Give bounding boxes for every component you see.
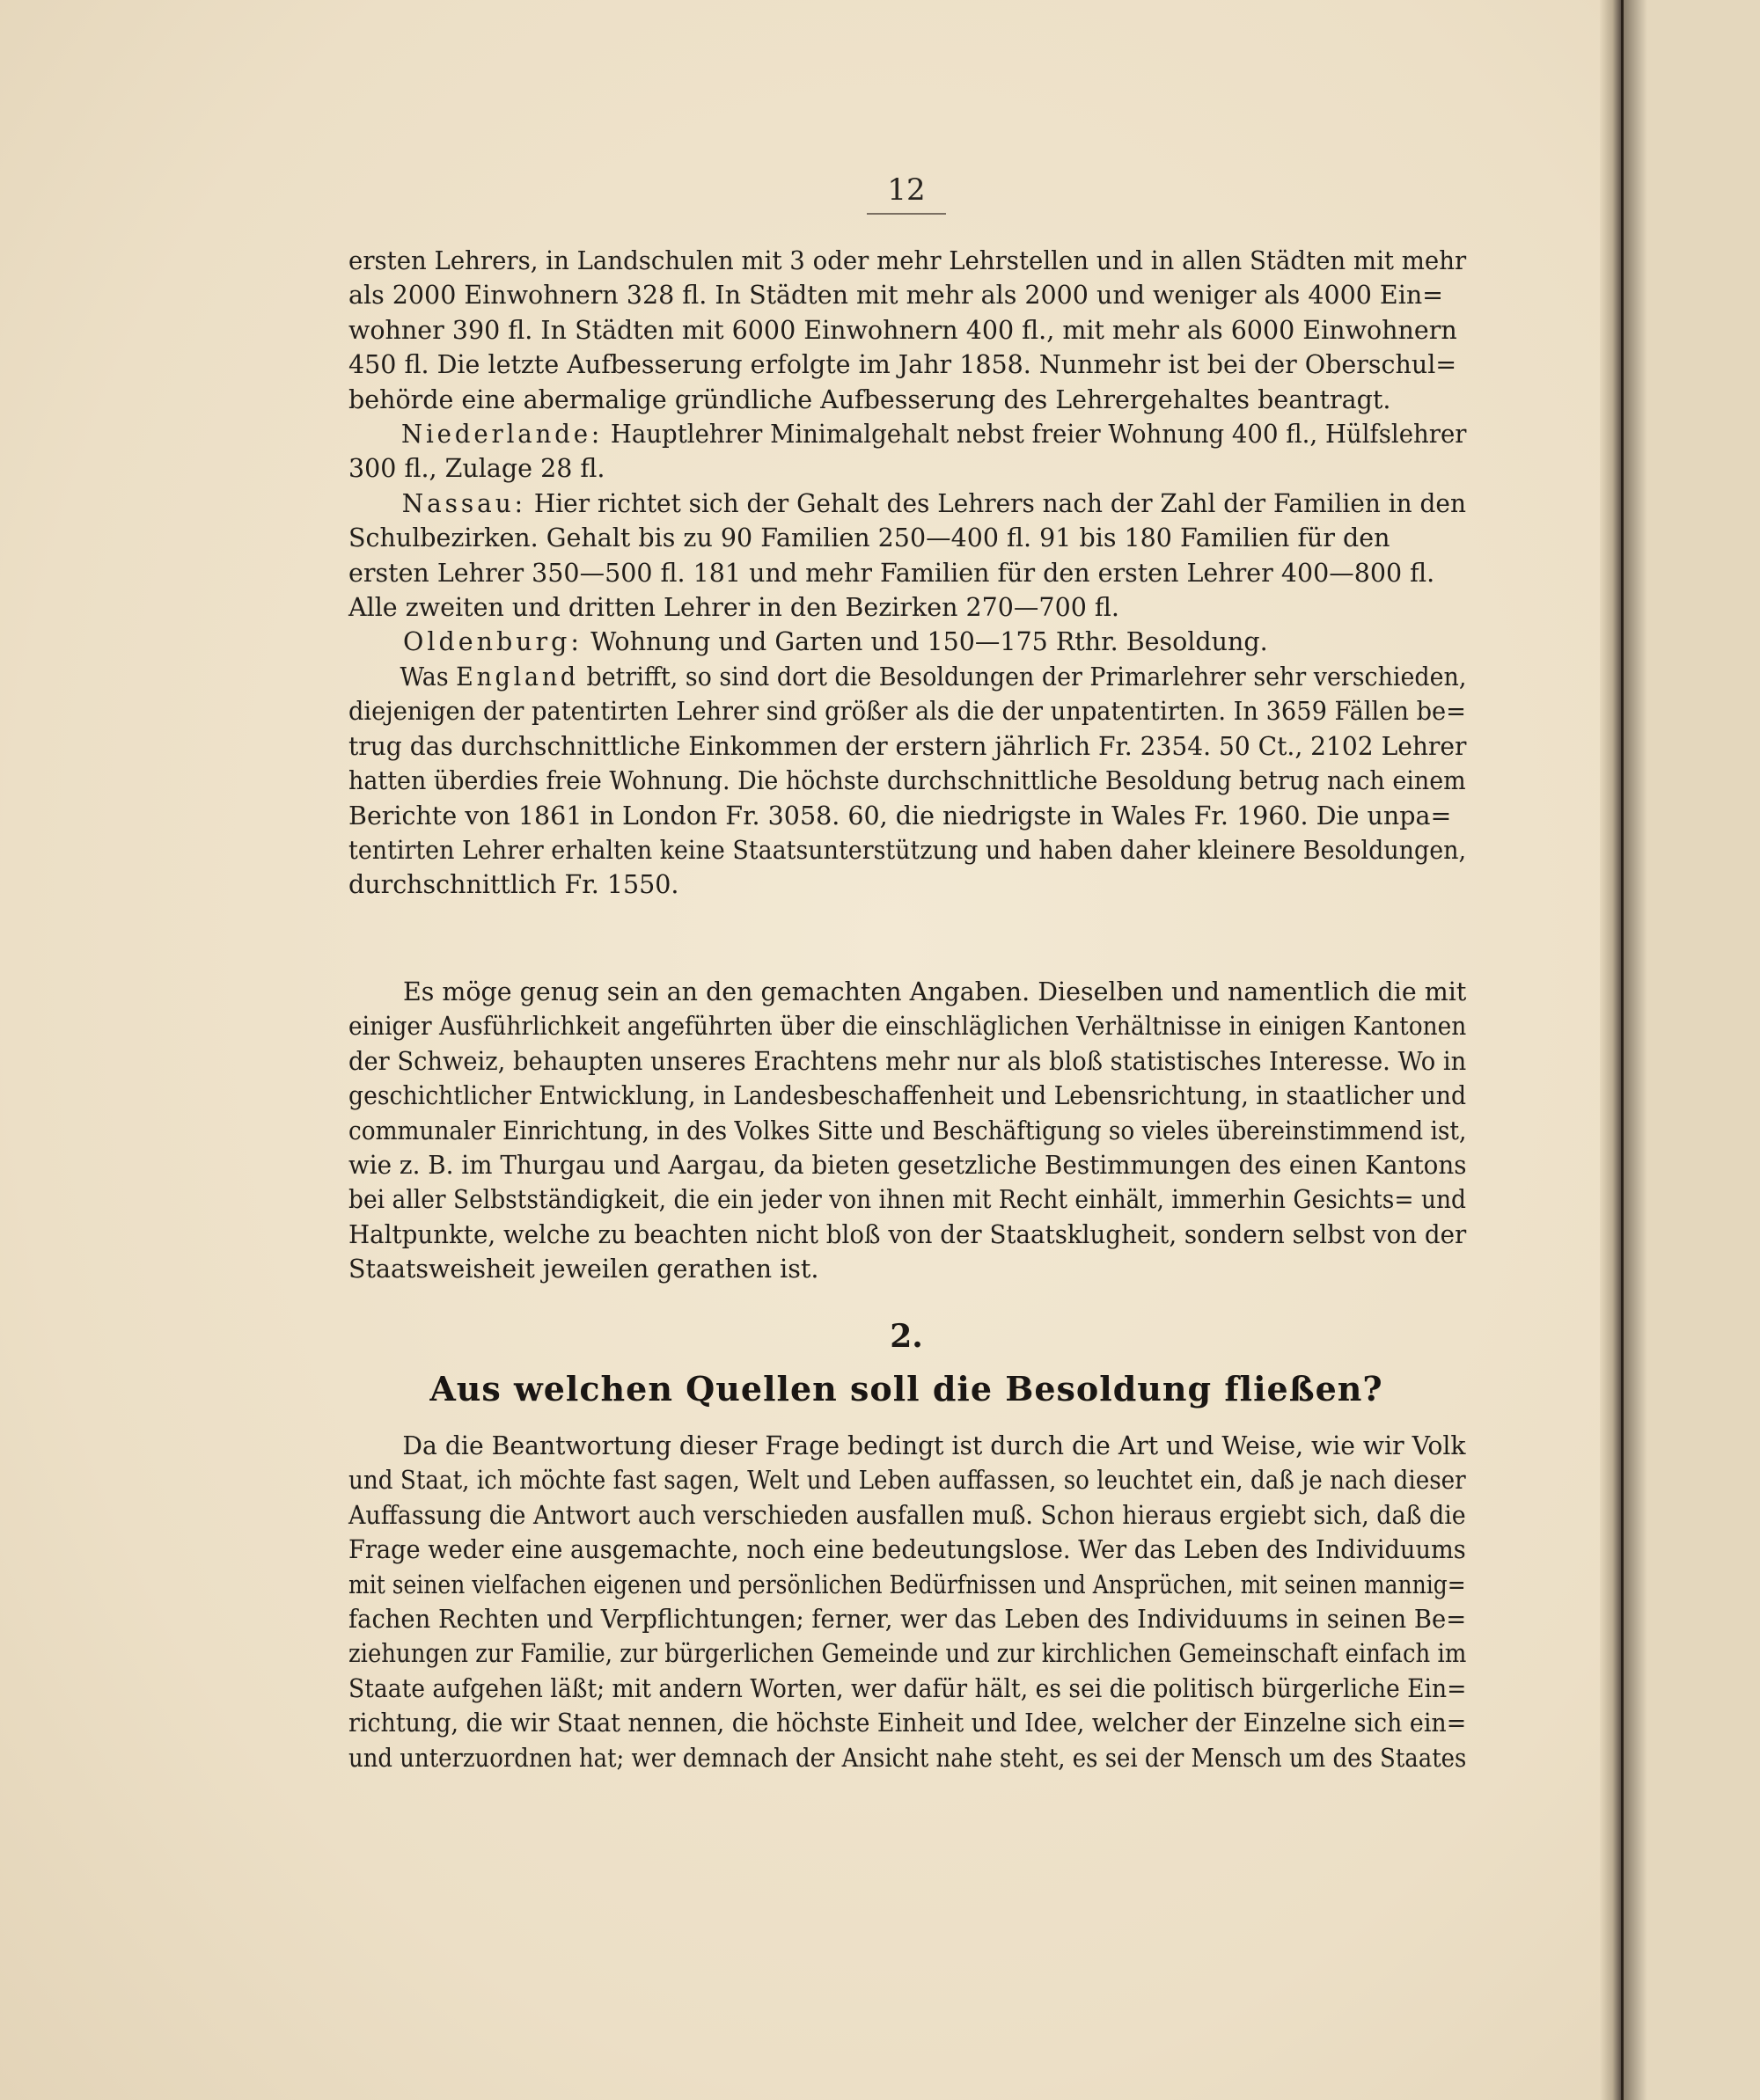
text-segment: Wohnung und Garten und 150—175 Rthr. Besoldung. — [583, 627, 1268, 657]
text-line: tentirten Lehrer erhalten keine Staatsunterstützung und haben daher kleinere Besoldungen, — [348, 835, 1467, 865]
country-label: Niederlande: — [400, 420, 604, 450]
page-edge — [1600, 0, 1621, 2100]
text-line: richtung, die wir Staat nennen, die höchste Einheit und Idee, welcher der Einzelne sich ein= — [348, 1709, 1467, 1738]
text-line: Schulbezirken. Gehalt bis zu 90 Familien 250—400 fl. 91 bis 180 Familien für den — [348, 523, 1390, 553]
text-line: communaler Einrichtung, in des Volkes Sitte und Beschäftigung so vieles übereinstimmend ist, — [348, 1116, 1467, 1145]
text-line: behörde eine abermalige gründliche Aufbesserung des Lehrergehaltes beantragt. — [348, 384, 1391, 414]
text-line: Da die Beantwortung dieser Frage bedingt ist durch die Art und Weise, wie wir Volk — [402, 1431, 1466, 1460]
text-line: hatten überdies freie Wohnung. Die höchste durchschnittliche Besoldung betrug nach einem — [348, 766, 1466, 796]
text-line: Alle zweiten und dritten Lehrer in den Bezirken 270—700 fl. — [348, 593, 1119, 623]
text-line: Frage weder eine ausgemachte, noch eine bedeutungslose. Wer das Leben des Individuums — [348, 1535, 1466, 1565]
text-line: wie z. B. im Thurgau und Aargau, da bieten gesetzliche Bestimmungen des einen Kantons — [348, 1151, 1467, 1181]
text-line: bei aller Selbstständigkeit, die ein jeder von ihnen mit Recht einhält, immerhin Gesichts= und — [348, 1185, 1467, 1215]
entry-nassau — [348, 487, 1466, 521]
text-line: diejenigen der patentirten Lehrer sind größer als die der unpatentirten. In 3659 Fällen be= — [348, 697, 1466, 727]
section-body — [348, 1429, 1466, 1775]
text-line: Es möge genug sein an den gemachten Angaben. Dieselben und namentlich die mit — [402, 977, 1467, 1006]
text-line: Haltpunkte, welche zu beachten nicht bloß von der Staatsklugheit, sondern selbst von der — [348, 1219, 1467, 1249]
country-label: Oldenburg: — [403, 627, 583, 657]
text-line: durchschnittlich Fr. 1550. — [348, 870, 679, 900]
summary-paragraph — [348, 975, 1466, 1287]
country-label: Nassau: — [401, 488, 526, 518]
entry-england — [348, 660, 1467, 694]
text-segment: Hauptlehrer Minimalgehalt nebst freier Wohnung 400 fl., Hülfslehrer — [603, 420, 1467, 450]
text-line: und unterzuordnen hat; wer demnach der Ansicht nahe steht, es sei der Mensch um des Staates — [348, 1743, 1467, 1773]
entry-oldenburg — [348, 625, 1466, 659]
text-line: wohner 390 fl. In Städten mit 6000 Einwohnern 400 fl., mit mehr als 6000 Einwohnern — [348, 315, 1457, 345]
text-line: ersten Lehrer 350—500 fl. 181 und mehr Familien für den ersten Lehrer 400—800 fl. — [348, 558, 1435, 588]
text-segment: Was — [400, 662, 457, 691]
entry-niederlande — [348, 417, 1467, 451]
text-line: Auffassung die Antwort auch verschieden ausfallen muß. Schon hieraus ergiebt sich, daß die — [348, 1500, 1466, 1530]
page-number: 12 — [887, 172, 926, 208]
gutter-shadow — [1621, 0, 1647, 2100]
text-line: und Staat, ich möchte fast sagen, Welt und Leben auffassen, so leuchtet ein, daß je nach dieser — [348, 1466, 1466, 1496]
text-line: ersten Lehrers, in Landschulen mit 3 oder mehr Lehrstellen und in allen Städten mit mehr — [348, 246, 1467, 275]
text-line: ziehungen zur Familie, zur bürgerlichen Gemeinde und zur kirchlichen Gemeinschaft einfach im — [348, 1639, 1467, 1669]
text-line: der Schweiz, behaupten unseres Erachtens mehr nur als bloß statistisches Interesse. Wo in — [348, 1046, 1467, 1076]
text-line: einiger Ausführlichkeit angeführten über die einschläglichen Verhältnisse in einigen Kantonen — [348, 1012, 1467, 1042]
salary-list-continuation — [348, 244, 1466, 903]
country-label: England — [456, 662, 579, 691]
text-segment: betrifft, so sind dort die Besoldungen der Primarlehrer sehr verschieden, — [578, 662, 1467, 691]
text-line: trug das durchschnittliche Einkommen der erstern jährlich Fr. 2354. 50 Ct., 2102 Lehrer — [348, 731, 1467, 761]
text-line: 300 fl., Zulage 28 fl. — [348, 454, 605, 484]
text-segment: Hier richtet sich der Gehalt des Lehrers nach der Zahl der Familien in den — [525, 488, 1466, 518]
text-line: Staatsweisheit jeweilen gerathen ist. — [348, 1255, 819, 1284]
text-line: als 2000 Einwohnern 328 fl. In Städten mit mehr als 2000 und weniger als 4000 Ein= — [348, 281, 1444, 311]
text-line: geschichtlicher Entwicklung, in Landesbeschaffenheit und Lebensrichtung, in staatlicher und — [348, 1081, 1467, 1111]
text-line: 450 fl. Die letzte Aufbesserung erfolgte im Jahr 1858. Nunmehr ist bei der Oberschul= — [348, 350, 1457, 380]
text-line: fachen Rechten und Verpflichtungen; ferner, wer das Leben des Individuums in seinen Be= — [348, 1605, 1467, 1635]
text-line: Berichte von 1861 in London Fr. 3058. 60, die niedrigste in Wales Fr. 1960. Die unpa= — [348, 801, 1452, 830]
section-heading: Aus welchen Quellen soll die Besoldung fließen? — [429, 1369, 1383, 1409]
text-line: Staate aufgehen läßt; mit andern Worten, wer dafür hält, es sei die politisch bürgerliche Ein= — [348, 1673, 1467, 1703]
section-number: 2. — [890, 1318, 923, 1355]
page-number-rule — [867, 213, 946, 215]
text-line: mit seinen vielfachen eigenen und persönlichen Bedürfnissen und Ansprüchen, mit seinen mannig= — [348, 1570, 1466, 1599]
